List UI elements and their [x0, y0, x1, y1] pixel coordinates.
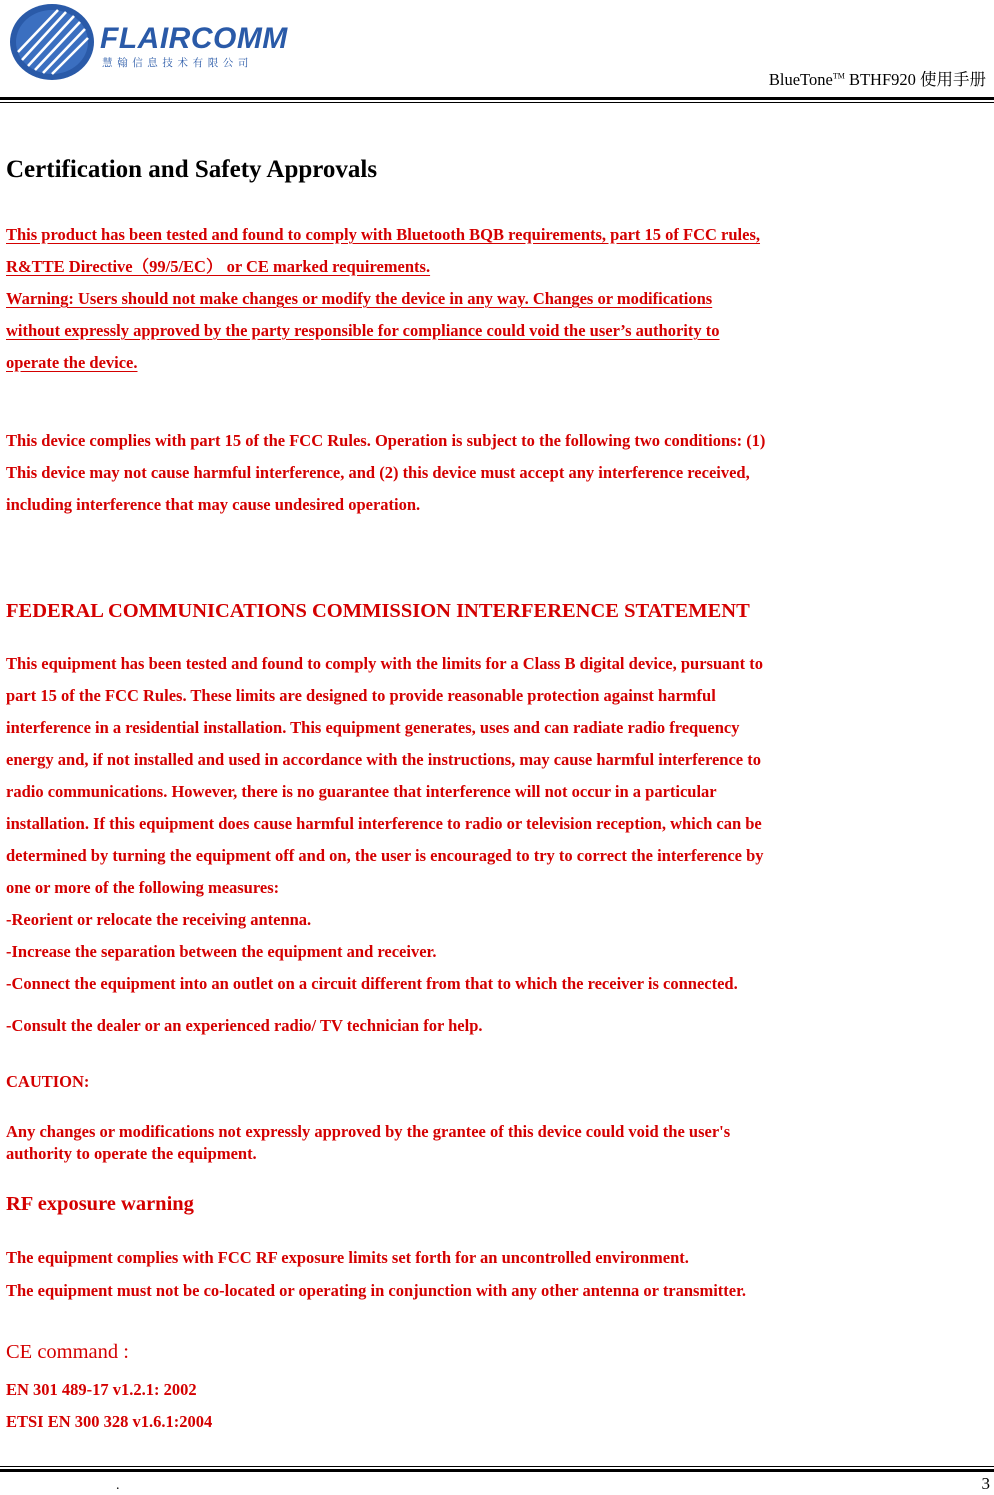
fcc-statement-line: determined by turning the equipment off and on, the user is encouraged to try to correct the interference by: [6, 846, 764, 865]
ce-command-body: [6, 1374, 212, 1438]
measure-item: -Reorient or relocate the receiving antenna.: [6, 910, 312, 929]
header-title: [769, 66, 986, 90]
page-title: Certification and Safety Approvals: [6, 156, 378, 183]
fcc-statement-line: energy and, if not installed and used in accordance with the instructions, may cause harmful interference to: [6, 750, 761, 769]
fcc-statement-line: installation. If this equipment does cause harmful interference to radio or television reception, which can be: [6, 814, 762, 833]
fcc-statement-line: This equipment has been tested and found to comply with the limits for a Class B digital device, pursuant to: [6, 654, 763, 673]
compliance-line: This product has been tested and found to comply with Bluetooth BQB requirements, part 15 of FCC rules,: [6, 225, 761, 244]
caution-line: authority to operate the equipment.: [6, 1144, 257, 1163]
fcc-conditions-block: [6, 425, 765, 521]
ce-standard: EN 301 489-17 v1.2.1: 2002: [6, 1380, 197, 1399]
warning-line: operate the device.: [6, 353, 138, 372]
header-rule-thin: [0, 102, 994, 103]
rf-exposure-heading: RF exposure warning: [6, 1193, 194, 1215]
fcc-line: This device complies with part 15 of the FCC Rules. Operation is subject to the following two conditions: (1): [6, 431, 766, 450]
fcc-statement-line: part 15 of the FCC Rules. These limits are designed to provide reasonable protection against harmful: [6, 686, 716, 705]
footer-rule-thin: [0, 1466, 994, 1467]
footer-rule-thick: [0, 1469, 994, 1472]
compliance-line: R&TTE Directive（99/5/EC） or CE marked requirements.: [6, 257, 431, 276]
compliance-warning-block: [6, 219, 760, 379]
page-number: 3: [981, 1474, 990, 1493]
company-logo: [8, 2, 308, 82]
fcc-statement-line: interference in a residential installation. This equipment generates, uses and can radiate radio frequency: [6, 718, 740, 737]
ce-command-heading: CE command :: [6, 1341, 129, 1363]
fcc-line: including interference that may cause undesired operation.: [6, 495, 421, 514]
measure-item: -Connect the equipment into an outlet on a circuit different from that to which the receiver is connected.: [6, 974, 738, 993]
caution-line: Any changes or modifications not expressly approved by the grantee of this device could void the user's: [6, 1122, 731, 1141]
fcc-statement-line: one or more of the following measures:: [6, 878, 280, 897]
logo-subtitle: 慧翰信息技术有限公司: [102, 57, 253, 69]
footer-dot: .: [116, 1478, 120, 1493]
rf-line: The equipment must not be co-located or operating in conjunction with any other antenna or transmitter.: [6, 1281, 747, 1300]
fcc-statement-line: radio communications. However, there is no guarantee that interference will not occur in a particular: [6, 782, 717, 801]
fcc-line: This device may not cause harmful interference, and (2) this device must accept any interference received,: [6, 463, 750, 482]
warning-line: Warning: Users should not make changes or modify the device in any way. Changes or modifications: [6, 289, 713, 308]
fcc-statement-heading: FEDERAL COMMUNICATIONS COMMISSION INTERFERENCE STATEMENT: [6, 600, 750, 622]
header-title-prefix: BlueTone: [768, 70, 833, 89]
caution-heading: CAUTION:: [6, 1072, 90, 1091]
warning-line: without expressly approved by the party responsible for compliance could void the user’s authority to: [6, 321, 720, 340]
header-rule-thick: [0, 97, 994, 100]
rf-line: The equipment complies with FCC RF exposure limits set forth for an uncontrolled environment.: [6, 1248, 689, 1267]
header-title-suffix: BTHF920 使用手册: [844, 70, 986, 89]
ce-standard: ETSI EN 300 328 v1.6.1:2004: [6, 1412, 213, 1431]
rf-exposure-body: [6, 1241, 746, 1307]
trademark-mark: TM: [832, 71, 845, 81]
caution-body: [6, 1121, 730, 1165]
measure-item-consult: -Consult the dealer or an experienced radio/ TV technician for help.: [6, 1016, 483, 1035]
fcc-statement-body: [6, 648, 764, 1000]
logo-globe-icon: [8, 2, 96, 82]
logo-wordmark: FLAIRCOMM: [100, 22, 288, 55]
measure-item: -Increase the separation between the equipment and receiver.: [6, 942, 437, 961]
